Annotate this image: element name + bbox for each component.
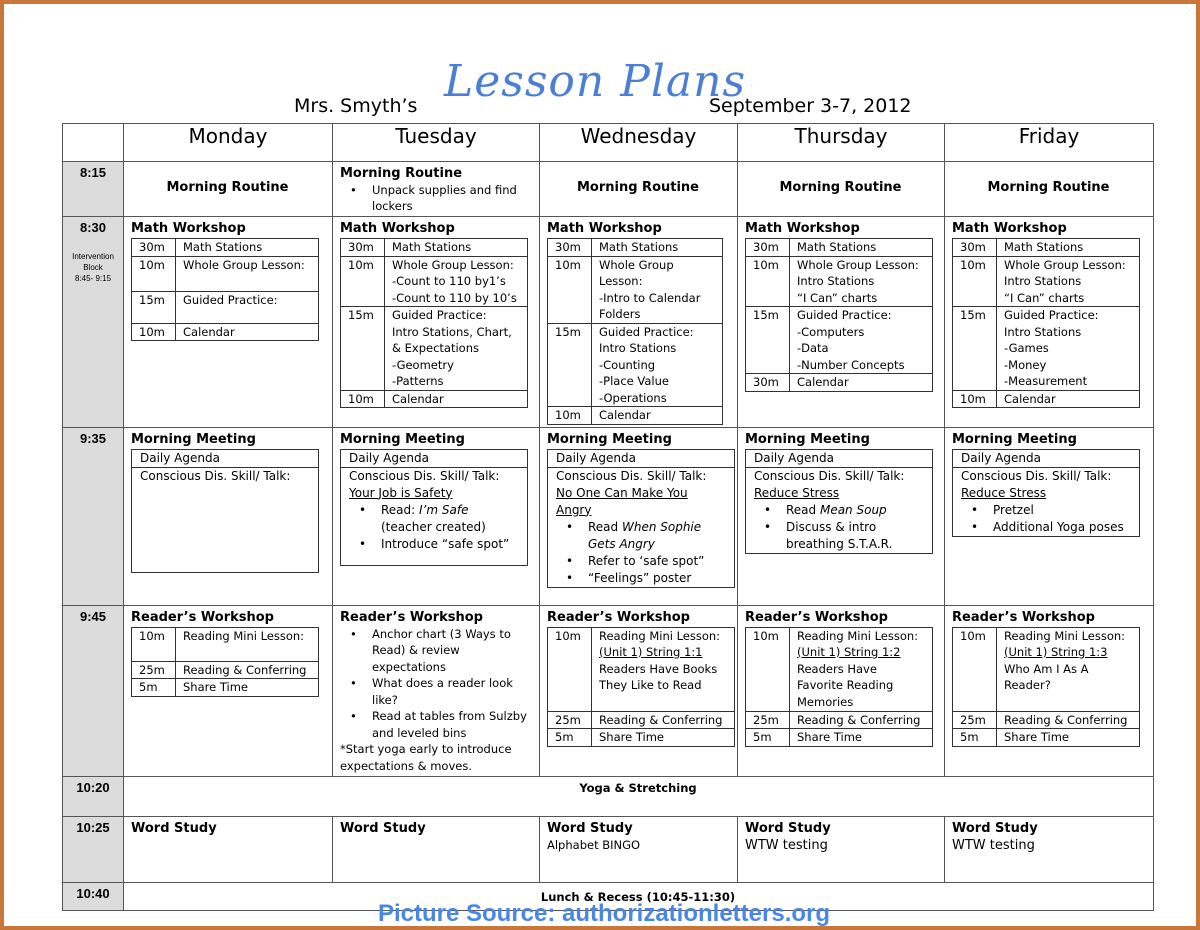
schedule-table: 10m Reading Mini Lesson: (Unit 1) String 1:2 Readers Have Favorite Reading Memories 25m Reading & Conferring 5m Share Time: [745, 627, 933, 747]
list-item: • Anchor chart (3 Ways to Read) & review expectations: [340, 626, 531, 676]
activity-heading: Math Workshop: [131, 221, 246, 236]
activity-heading: Morning Routine: [987, 180, 1110, 195]
cell-friday-word: [945, 817, 1154, 883]
cell-monday-word: [124, 817, 333, 883]
schedule-table: 30m Math Stations 10m Whole Group Lesson: Intro Stations “I Can” charts 15m Guided Practice: Intro Stations -Games -Money -Measurement 10m Calendar: [952, 238, 1140, 408]
day-header-monday: Monday: [124, 124, 333, 162]
activity-heading: Morning Meeting: [547, 431, 672, 447]
cell-tuesday-math: [333, 217, 540, 428]
time-slot: 10:25: [63, 817, 124, 883]
word-study-activity: WTW testing: [952, 838, 1035, 853]
activity-heading: Math Workshop: [952, 221, 1067, 236]
row-morning-routine: [63, 162, 1154, 217]
cell-monday-reader: [124, 605, 333, 777]
list-item: • Discuss & intro breathing S.T.A.R.: [754, 519, 924, 553]
activity-heading: Word Study: [952, 821, 1038, 836]
time-slot: 10:20: [63, 777, 124, 817]
activity-heading: Morning Routine: [340, 166, 463, 181]
activity-heading: Word Study: [547, 821, 633, 836]
cell-tuesday-routine: [333, 162, 540, 217]
meeting-box: Daily Agenda Conscious Dis. Skill/ Talk: Reduce Stress • Read Mean Soup • Discuss & intro breathing S.T.A.R.: [745, 449, 933, 554]
activity-heading: Morning Routine: [166, 180, 289, 195]
list-item: • “Feelings” poster: [556, 570, 726, 587]
activity-heading: Morning Routine: [779, 180, 902, 195]
meeting-box: Daily Agenda Conscious Dis. Skill/ Talk: Reduce Stress • Pretzel • Additional Yoga poses: [952, 449, 1140, 537]
word-study-activity: WTW testing: [745, 838, 828, 853]
cell-wednesday-meeting: [540, 427, 738, 605]
lesson-plan-table: [62, 123, 1154, 911]
cell-friday-reader: [945, 605, 1154, 777]
activity-heading: Morning Routine: [576, 180, 699, 195]
time-slot: 9:45: [63, 605, 124, 777]
schedule-table: 30m Math Stations 10m Whole Group Lesson: -Intro to Calendar Folders 15m Guided Practice: Intro Stations -Counting -Place Value -Operations 10m Calendar: [547, 238, 723, 425]
cell-wednesday-routine: [540, 162, 738, 217]
activity-heading: Reader’s Workshop: [952, 609, 1095, 625]
row-word-study: [63, 817, 1154, 883]
week-dates: September 3-7, 2012: [709, 95, 912, 117]
cell-thursday-reader: [738, 605, 945, 777]
list-item: • Additional Yoga poses: [961, 519, 1131, 536]
cell-tuesday-meeting: [333, 427, 540, 605]
list-item: • Pretzel: [961, 502, 1131, 519]
schedule-table: 30m Math Stations 10m Whole Group Lesson: 15m Guided Practice: 10m Calendar: [131, 238, 319, 341]
cell-tuesday-word: [333, 817, 540, 883]
teacher-name: Mrs. Smyth’s: [294, 95, 418, 117]
cell-tuesday-reader: [333, 605, 540, 777]
list-item: • Unpack supplies and find lockers: [340, 182, 531, 214]
cell-thursday-meeting: [738, 427, 945, 605]
activity-heading: Reader’s Workshop: [547, 609, 690, 625]
activity-heading: Reader’s Workshop: [340, 609, 483, 625]
page-title: Lesson Plans: [444, 56, 747, 107]
activity-heading: Morning Meeting: [952, 431, 1077, 447]
schedule-table: 30m Math Stations 10m Whole Group Lesson: -Count to 110 by1’s -Count to 110 by 10’s 15m Guided Practice: Intro Stations, Chart, & Expectations -Geometry -Patterns 10m Calendar: [340, 238, 528, 408]
yoga-cell: Yoga & Stretching: [124, 777, 1154, 817]
cell-friday-routine: [945, 162, 1154, 217]
day-header-wednesday: Wednesday: [540, 124, 738, 162]
activity-heading: Word Study: [745, 821, 831, 836]
activity-heading: Morning Meeting: [745, 431, 870, 447]
cell-thursday-math: [738, 217, 945, 428]
activity-heading: Math Workshop: [745, 221, 860, 236]
cell-wednesday-word: [540, 817, 738, 883]
time-slot: 10:40: [63, 883, 124, 911]
schedule-table: 10m Reading Mini Lesson: (Unit 1) String 1:1 Readers Have Books They Like to Read 25m Reading & Conferring 5m Share Time: [547, 627, 735, 747]
schedule-table: 10m Reading Mini Lesson: 25m Reading & Conferring 5m Share Time: [131, 627, 319, 697]
day-header-thursday: Thursday: [738, 124, 945, 162]
schedule-table: 30m Math Stations 10m Whole Group Lesson: Intro Stations “I Can” charts 15m Guided Practice: -Computers -Data -Number Concepts 30m Calendar: [745, 238, 933, 392]
activity-heading: Math Workshop: [547, 221, 662, 236]
list-item: • Introduce “safe spot”: [349, 536, 519, 553]
cell-thursday-word: [738, 817, 945, 883]
cell-friday-math: [945, 217, 1154, 428]
list-item: • Refer to ‘safe spot”: [556, 553, 726, 570]
activity-heading: Math Workshop: [340, 221, 455, 236]
activity-heading: Reader’s Workshop: [745, 609, 888, 625]
row-yoga: [63, 777, 1154, 817]
cell-monday-math: [124, 217, 333, 428]
meeting-box: Daily Agenda Conscious Dis. Skill/ Talk:: [131, 449, 319, 573]
cell-monday-routine: [124, 162, 333, 217]
cell-thursday-routine: [738, 162, 945, 217]
word-study-activity: Alphabet BINGO: [547, 838, 641, 852]
time-slot: 8:15: [63, 162, 124, 217]
time-slot: 8:30 Intervention Block 8:45- 9:15: [63, 217, 124, 428]
activity-heading: Word Study: [131, 821, 217, 836]
picture-source-caption: Picture Source: authorizationletters.org: [377, 900, 831, 927]
corner-cell: [63, 124, 124, 162]
cell-monday-meeting: [124, 427, 333, 605]
lunch-cell: Lunch & Recess (10:45-11:30): [124, 883, 1154, 911]
day-header-tuesday: Tuesday: [333, 124, 540, 162]
intervention-note: Intervention Block 8:45- 9:15: [72, 252, 114, 283]
cell-wednesday-math: [540, 217, 738, 428]
day-header-friday: Friday: [945, 124, 1154, 162]
meeting-box: Daily Agenda Conscious Dis. Skill/ Talk: No One Can Make You Angry • Read When Sophie Gets Angry • Refer to ‘safe spot” • “Feelings” poster: [547, 449, 735, 588]
activity-heading: Morning Meeting: [131, 431, 256, 447]
schedule-table: 10m Reading Mini Lesson: (Unit 1) String 1:3 Who Am I As A Reader? 25m Reading & Conferring 5m Share Time: [952, 627, 1140, 747]
cell-wednesday-reader: [540, 605, 738, 777]
row-math-workshop: [63, 217, 1154, 428]
activity-heading: Word Study: [340, 821, 426, 836]
yoga-note: *Start yoga early to introduce expectations & moves.: [340, 742, 512, 773]
list-item: • What does a reader look like?: [340, 675, 531, 708]
row-readers-workshop: [63, 605, 1154, 777]
meeting-box: Daily Agenda Conscious Dis. Skill/ Talk: Your Job is Safety • Read: I’m Safe (teacher created) • Introduce “safe spot”: [340, 449, 528, 566]
list-item: • Read at tables from Sulzby and leveled bins: [340, 708, 531, 741]
list-item: • Read When Sophie Gets Angry: [556, 519, 726, 553]
activity-heading: Morning Meeting: [340, 431, 465, 447]
time-slot: 9:35: [63, 427, 124, 605]
cell-friday-meeting: [945, 427, 1154, 605]
activity-heading: Reader’s Workshop: [131, 609, 274, 625]
list-item: • Read Mean Soup: [754, 502, 924, 519]
list-item: • Read: I’m Safe (teacher created): [349, 502, 519, 536]
row-morning-meeting: [63, 427, 1154, 605]
